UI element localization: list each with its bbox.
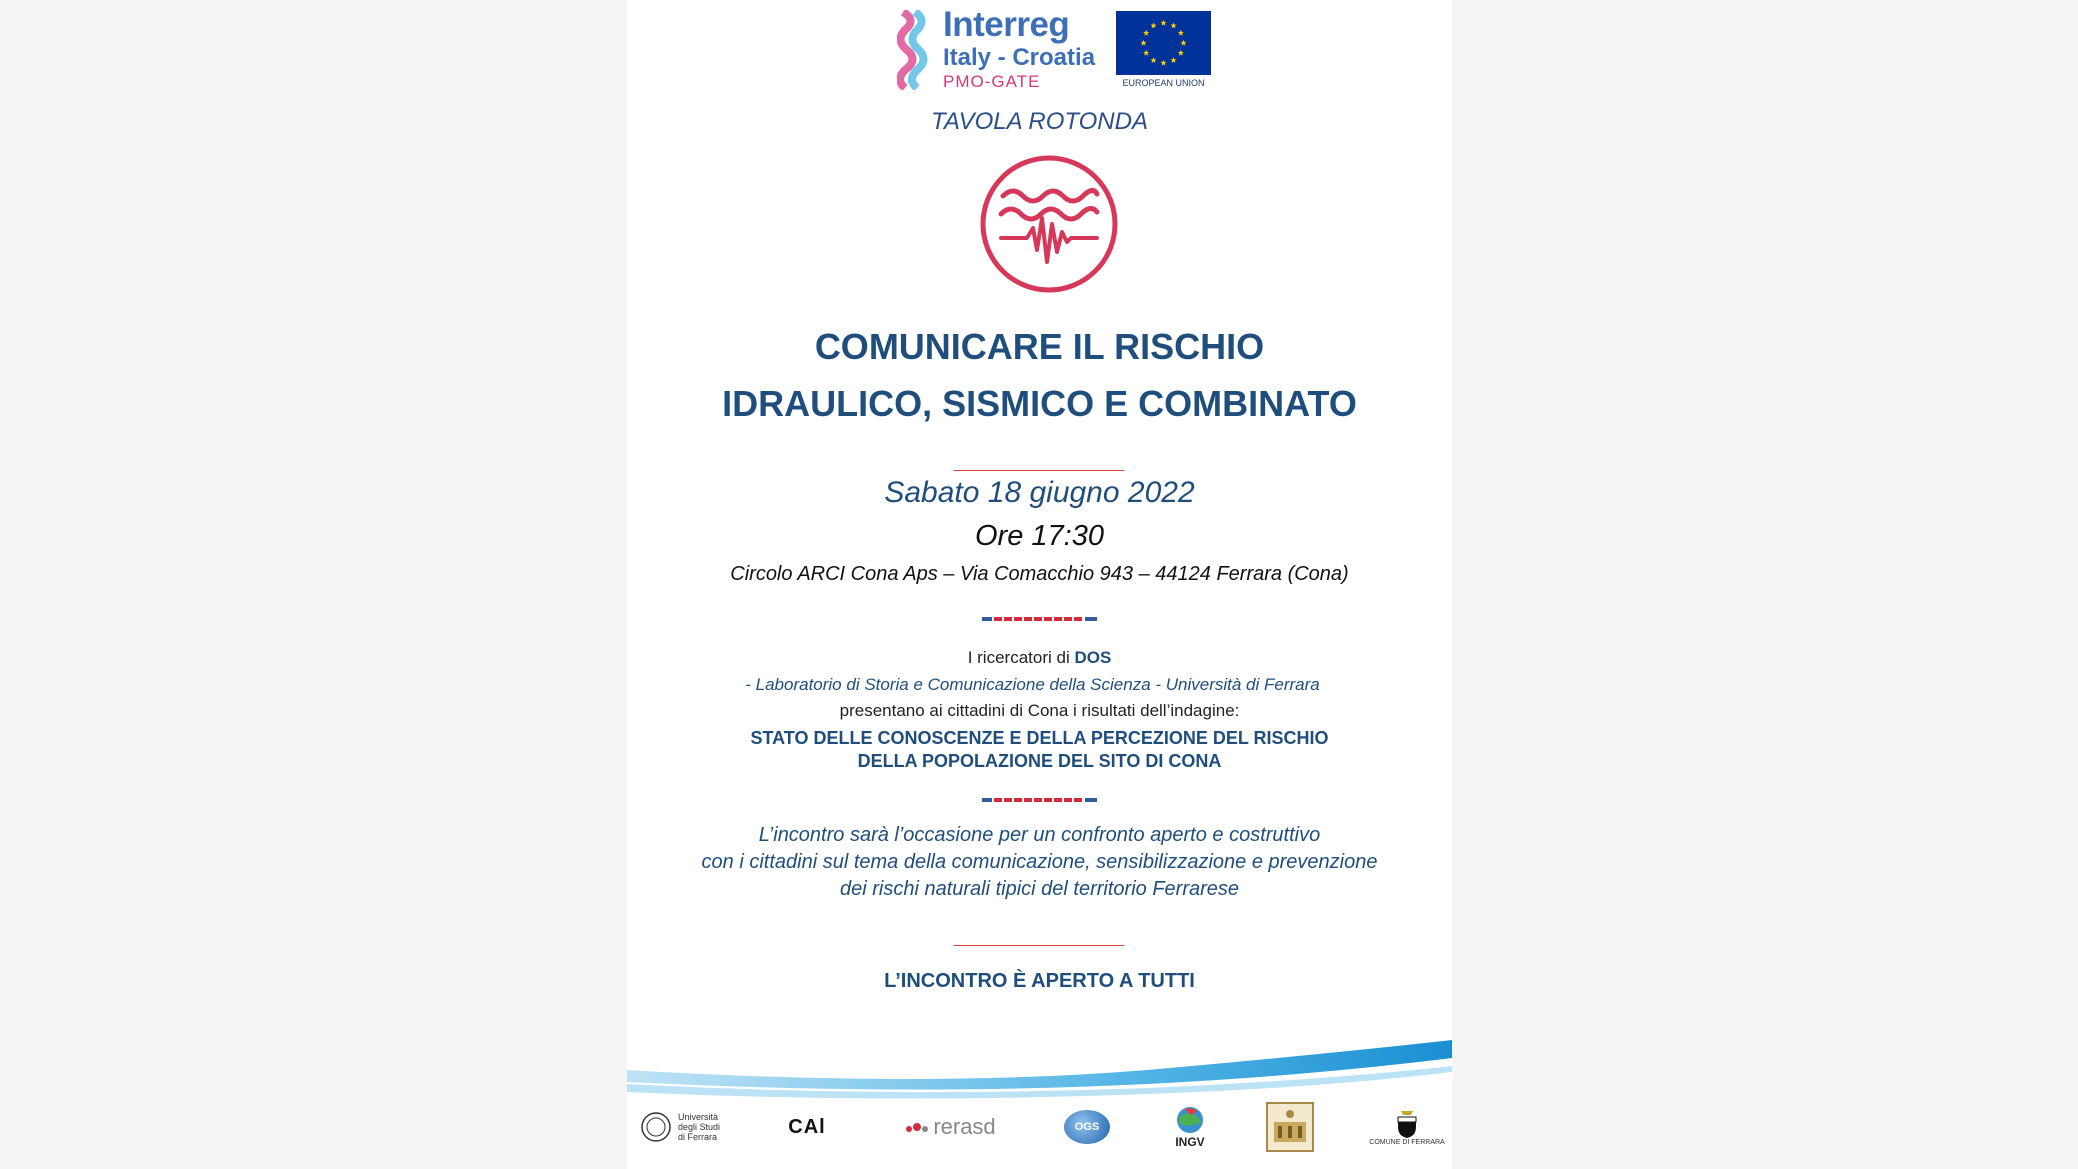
open-to-all: L’INCONTRO È APERTO A TUTTI: [884, 970, 1195, 992]
title-line-2: IDRAULICO, SISMICO E COMBINATO: [722, 383, 1357, 424]
title-line-1: COMUNICARE IL RISCHIO: [814, 326, 1265, 367]
terrasd-text: rerasd: [933, 1114, 996, 1139]
interreg-logo: [943, 6, 1095, 92]
para-line-2: con i cittadini sul tema della comunicazione, sensibilizzazione e prevenzione: [701, 851, 1378, 873]
intro-org: DOS: [1074, 648, 1112, 667]
ingv-text: INGV: [1175, 1135, 1205, 1149]
comune-text: COMUNE DI FERRARA: [1369, 1138, 1445, 1146]
terrasd-logo: [895, 1097, 1005, 1157]
eu-flag-icon: [1116, 11, 1211, 75]
survey-title: [627, 727, 1452, 773]
event-kind: TAVOLA ROTONDA: [931, 108, 1148, 135]
divider-line: [954, 470, 1124, 471]
comune-ferrara-logo: [1362, 1097, 1452, 1157]
present-line: presentano ai cittadini di Cona i risultati dell’indagine:: [839, 701, 1240, 720]
event-time: Ore 17:30: [975, 520, 1104, 552]
intro-prefix: I ricercatori di: [967, 648, 1075, 667]
lab-line: - Laboratorio di Storia e Comunicazione della Scienza - Università di Ferrara: [745, 675, 1320, 694]
event-date: Sabato 18 giugno 2022: [884, 476, 1195, 509]
ogs-logo: [1059, 1097, 1115, 1157]
interreg-programme: Italy - Croatia: [943, 44, 1096, 71]
para-line-1: L’incontro sarà l’occasione per un confronto aperto e costruttivo: [758, 824, 1321, 846]
project-acronym: PMO-GATE: [943, 72, 1041, 91]
unife-line-1: Università: [677, 1112, 718, 1122]
description-paragraph: [627, 822, 1452, 903]
event-venue: Circolo ARCI Cona Aps – Via Comacchio 943 – 44124 Ferrara (Cona): [730, 563, 1349, 585]
interreg-title: Interreg: [943, 5, 1070, 44]
ingv-logo: [1165, 1097, 1215, 1157]
unife-line-2: degli Studi: [677, 1122, 721, 1132]
ingv-globe-icon: [1175, 1105, 1205, 1135]
survey-line-1: STATO DELLE CONOSCENZE E DELLA PERCEZIONE DEL RISCHIO: [750, 728, 1329, 748]
dashed-divider: [982, 798, 1097, 802]
event-poster: [627, 0, 1452, 1169]
blue-wave-banner: [627, 1030, 1452, 1110]
event-title: [627, 318, 1452, 432]
unife-line-3: di Ferrara: [677, 1132, 717, 1142]
unife-seal-icon: [640, 1111, 672, 1143]
municipal-crest-logo: [1262, 1097, 1318, 1157]
ogs-globe-icon: OGS: [1064, 1110, 1110, 1144]
interreg-wave-icon: [897, 10, 929, 90]
divider-line: [954, 945, 1124, 946]
dashed-divider: [982, 617, 1097, 621]
cal-logo: [772, 1097, 842, 1157]
flood-seismic-risk-icon: [979, 154, 1119, 294]
survey-line-2: DELLA POPOLAZIONE DEL SITO DI CONA: [857, 751, 1222, 771]
building-crest-icon: [1266, 1102, 1314, 1152]
intro-line: [627, 648, 1452, 668]
eu-label: EUROPEAN UNION: [1122, 78, 1205, 88]
para-line-3: dei rischi naturali tipici del territorio Ferrarese: [839, 878, 1240, 900]
ferrara-shield-icon: [1395, 1109, 1419, 1139]
cal-mark: CAl: [788, 1115, 826, 1138]
dots-icon: [904, 1120, 930, 1134]
unife-logo: [635, 1097, 725, 1157]
